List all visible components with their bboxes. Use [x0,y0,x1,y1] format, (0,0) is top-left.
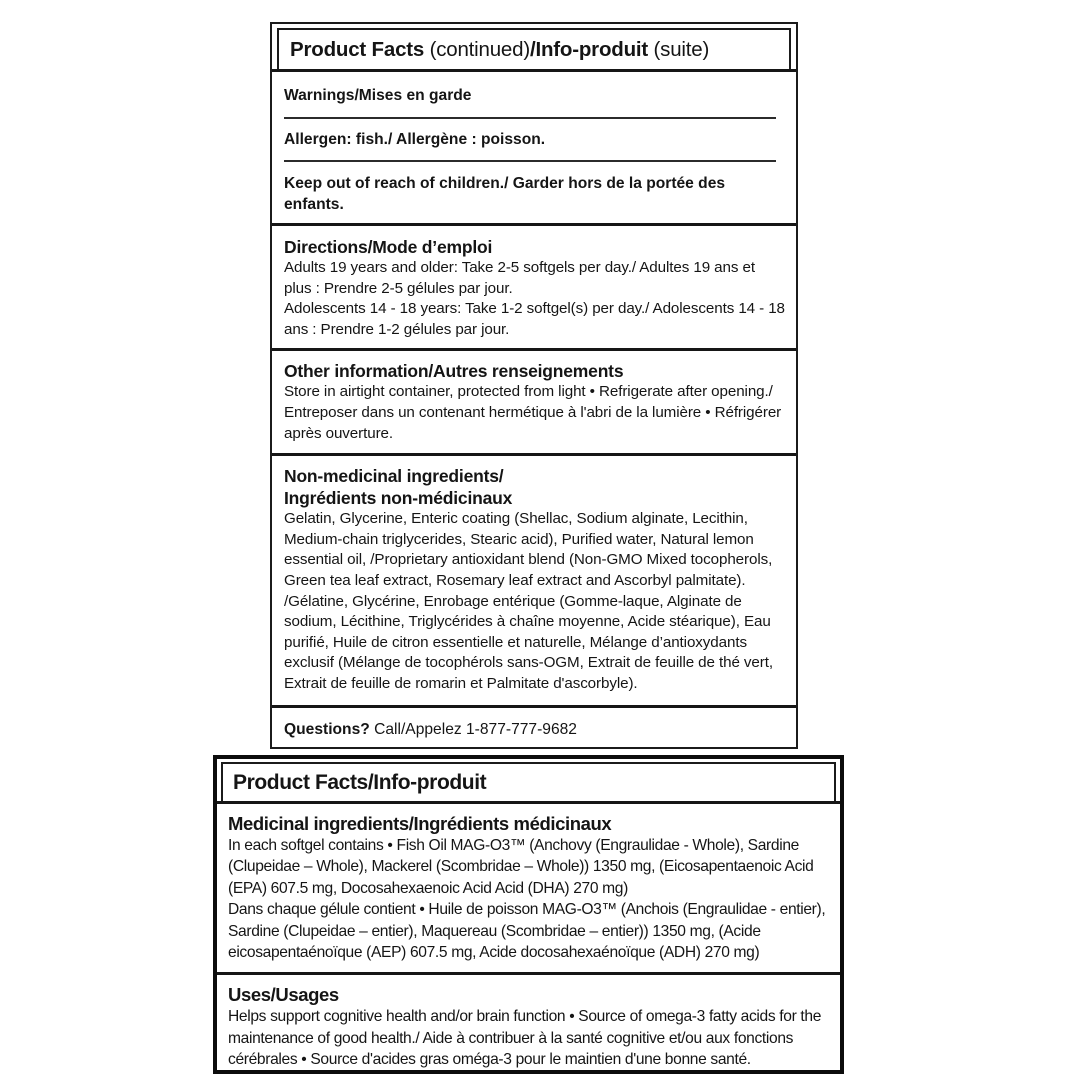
questions-label: Questions? [284,720,370,738]
directions-heading: Directions/Mode d’emploi [284,237,493,257]
title-product-facts: Product Facts [290,38,425,61]
medicinal-body-fr: Dans chaque gélule contient • Huile de poisson MAG-O3™ (Anchois (Engraulidae - entier), Sardine (Clupeidae – entier), Maquereau (Scombridae – entier)) 1350 mg, (Acide eicosapentaénoïque (AEP) 607.5 mg, Acide docosahexaénoïque (ADH) 270 mg) [228,901,826,962]
directions-adults: Adults 19 years and older: Take 2-5 softgels per day./ Adultes 19 ans et plus : Prendre 2-5 gélules par jour. [284,259,755,297]
panel-product-facts-main [213,755,844,1074]
questions-section [272,708,796,739]
allergen-section [272,119,796,161]
panel-product-facts-continued [270,22,798,749]
other-information-section [272,351,796,453]
medicinal-section [217,804,840,972]
non-medicinal-section [272,456,796,704]
medicinal-body-en: In each softgel contains • Fish Oil MAG-O3™ (Anchovy (Engraulidae - Whole), Sardine (Clupeidae – Whole), Mackerel (Scombridae – Whole)) 1350 mg, (Eicosapentaenoic Acid (EPA) 607.5 mg, Docosahexaenoic Acid Acid (DHA) 270 mg) [228,837,814,897]
continued-panel-title [277,28,791,69]
title-continued: (continued) [424,38,530,61]
questions-phone: Call/Appelez 1-877-777-9682 [369,720,577,738]
allergen-line: Allergen: fish./ Allergène : poisson. [284,130,546,148]
uses-heading: Uses/Usages [228,984,339,1006]
warnings-heading: Warnings/Mises en garde [284,87,472,104]
uses-body: Helps support cognitive health and/or brain function • Source of omega-3 fatty acids for the maintenance of good health./ Aide à contribuer à la santé cognitive et/ou aux fonctions cérébrales • Source d'acides gras oméga-3 pour le maintien d'une bonne santé. [228,1008,822,1069]
directions-section [272,226,796,348]
other-information-heading: Other information/Autres renseignements [284,361,624,382]
non-medicinal-heading-en: Non-medicinal ingredients/ [284,466,504,487]
other-information-body: Store in airtight container, protected from light • Refrigerate after opening./ Entreposer dans un contenant hermétique à l'abri de la lumière • Réfrigérer après ouverture. [284,383,782,442]
title-info-produit: /Info-produit [529,38,649,61]
main-panel-title: Product Facts/Info-produit [221,762,836,801]
non-medicinal-heading-fr: Ingrédients non-médicinaux [284,488,513,509]
warnings-section [272,72,796,117]
non-medicinal-body: Gelatin, Glycerine, Enteric coating (Shellac, Sodium alginate, Lecithin, Medium-chain triglycerides, Stearic acid), Purified water, Natural lemon essential oil, /Proprietary antioxidant blend (Non-GMO Mixed tocopherols, Green tea leaf extract, Rosemary leaf extract and Ascorbyl palmitate). /Gélatine, Glycérine, Enrobage entérique (Gomme-laque, Alginate de sodium, Lécithine, Triglycérides à chaîne moyenne, Acide stéarique), Eau purifié, Huile de citron essentielle et naturelle, Mélange d’antioxydants exclusif (Mélange de tocophérols sans-OGM, Extrait de feuille de thé vert, Extrait de feuille de romarin et Palmitate d'ascorbyle). [284,510,773,692]
keep-out-line: Keep out of reach of children./ Garder hors de la portée des enfants. [284,175,726,213]
keep-out-section [272,162,796,223]
medicinal-heading: Medicinal ingredients/Ingrédients médicinaux [228,813,612,834]
uses-section [217,975,840,1079]
title-suite: (suite) [648,38,710,61]
directions-adolescents: Adolescents 14 - 18 years: Take 1-2 softgel(s) per day./ Adolescents 14 - 18 ans : Prendre 1-2 gélules par jour. [284,300,785,338]
